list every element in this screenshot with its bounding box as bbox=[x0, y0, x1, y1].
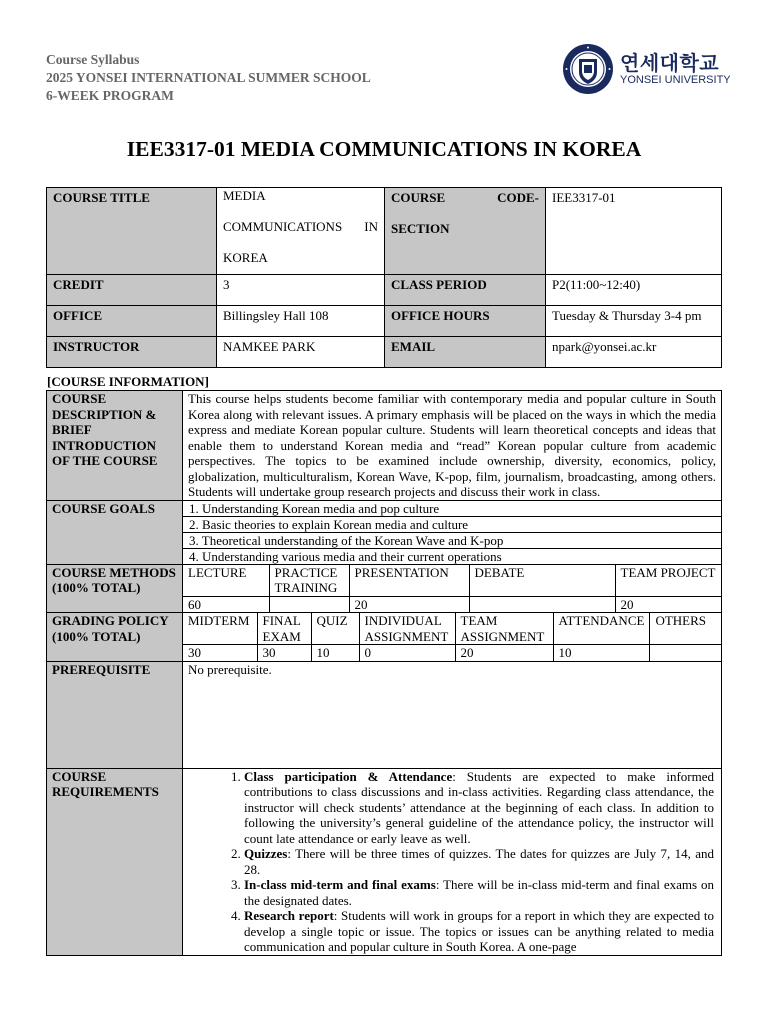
table-row bbox=[47, 661, 722, 768]
course-title-value bbox=[217, 188, 385, 275]
table-row bbox=[47, 306, 722, 337]
grading-value bbox=[650, 645, 721, 661]
course-title-line-1: MEDIA bbox=[223, 188, 266, 203]
logo-english-name: YONSEI UNIVERSITY bbox=[620, 74, 731, 86]
requirement-title: In-class mid-term and final exams bbox=[244, 877, 436, 892]
requirement-title: Quizzes bbox=[244, 846, 288, 861]
document-header bbox=[46, 51, 371, 105]
office-value: Billingsley Hall 108 bbox=[217, 306, 385, 337]
course-information-section-title: [COURSE INFORMATION] bbox=[47, 374, 209, 389]
requirement-title: Research report bbox=[244, 908, 334, 923]
requirement-text: : Students will work in groups for a report in which they are expected to develop a single topic or issue. The topics or issues can be anything related to media communication and popular culture in South Korea. A one-page bbox=[244, 908, 714, 954]
grading-table bbox=[183, 613, 721, 661]
methods-header: DEBATE bbox=[469, 565, 615, 597]
goals-cell bbox=[183, 500, 722, 564]
methods-label: COURSE METHODS (100% TOTAL) bbox=[47, 564, 183, 613]
email-label: EMAIL bbox=[385, 337, 546, 368]
class-period-label: CLASS PERIOD bbox=[385, 275, 546, 306]
methods-header: LECTURE bbox=[183, 565, 269, 597]
grading-value: 0 bbox=[359, 645, 455, 661]
table-row bbox=[47, 500, 722, 564]
course-code-label-line-1: COURSE CODE- bbox=[391, 190, 539, 205]
grading-value: 30 bbox=[183, 645, 257, 661]
grading-value: 30 bbox=[257, 645, 311, 661]
course-title-line-2: COMMUNICATIONS IN bbox=[223, 219, 378, 234]
grading-header: TEAM ASSIGNMENT bbox=[455, 613, 553, 645]
course-code-label-line-2: SECTION bbox=[391, 221, 450, 236]
course-title-label: COURSE TITLE bbox=[47, 188, 217, 275]
header-line-2: 2025 YONSEI INTERNATIONAL SUMMER SCHOOL bbox=[46, 70, 371, 85]
office-hours-label: OFFICE HOURS bbox=[385, 306, 546, 337]
header-line-1: Course Syllabus bbox=[46, 52, 140, 67]
table-row bbox=[47, 188, 722, 275]
requirement-text: : There will be three times of quizzes. The dates for quizzes are July 7, 14, and 28. bbox=[244, 846, 714, 877]
requirements-label: COURSE REQUIREMENTS bbox=[47, 768, 183, 955]
description-label: COURSE DESCRIPTION & BRIEF INTRODUCTION OF THE COURSE bbox=[47, 391, 183, 501]
university-seal-icon bbox=[562, 43, 614, 95]
course-code-label bbox=[385, 188, 546, 275]
office-label: OFFICE bbox=[47, 306, 217, 337]
office-hours-value: Tuesday & Thursday 3-4 pm bbox=[546, 306, 722, 337]
grading-header: ATTENDANCE bbox=[553, 613, 650, 645]
list-item bbox=[244, 908, 716, 955]
methods-value: 60 bbox=[183, 596, 269, 612]
description-text: This course helps students become familiar with contemporary media and popular culture in South Korea along with relevant issues. A primary emphasis will be placed on the ways in which the media express and mediate Korean popular culture. Students will learn theoretical concepts and ideas that enable them to understand Korean media and “read” Korean popular culture from academic perspectives. The topics to be examined include ownership, diversity, economics, policy, globalization, multiculturalism, Korean Wave, K-pop, film, journalism, broadcasting, among others. Students will undertake group research projects and discuss their work in class. bbox=[183, 391, 722, 501]
table-row bbox=[47, 391, 722, 501]
table-row bbox=[47, 613, 722, 662]
methods-value: 20 bbox=[615, 596, 721, 612]
class-period-value: P2(11:00~12:40) bbox=[546, 275, 722, 306]
table-row bbox=[47, 337, 722, 368]
methods-cell bbox=[183, 564, 722, 613]
grading-header: FINAL EXAM bbox=[257, 613, 311, 645]
prerequisite-label: PREREQUISITE bbox=[47, 661, 183, 768]
list-item: 4. Understanding various media and their current operations bbox=[183, 548, 721, 564]
grading-value: 20 bbox=[455, 645, 553, 661]
table-row bbox=[47, 564, 722, 613]
credit-value: 3 bbox=[217, 275, 385, 306]
methods-value bbox=[269, 596, 349, 612]
list-item bbox=[244, 769, 716, 847]
course-details-table bbox=[46, 390, 722, 956]
requirements-list bbox=[188, 769, 716, 955]
instructor-label: INSTRUCTOR bbox=[47, 337, 217, 368]
table-row bbox=[47, 275, 722, 306]
methods-value bbox=[469, 596, 615, 612]
email-value: npark@yonsei.ac.kr bbox=[546, 337, 722, 368]
course-info-table bbox=[46, 187, 722, 368]
requirements-cell bbox=[183, 768, 722, 955]
methods-header: PRACTICE TRAINING bbox=[269, 565, 349, 597]
logo-korean-name: 연세대학교 bbox=[620, 51, 720, 75]
list-item bbox=[244, 877, 716, 908]
methods-header: PRESENTATION bbox=[349, 565, 469, 597]
course-title-heading: IEE3317-01 MEDIA COMMUNICATIONS IN KOREA bbox=[126, 137, 642, 161]
grading-value: 10 bbox=[311, 645, 359, 661]
requirement-text: : There will be in-class mid-term and final exams on the designated dates. bbox=[244, 877, 715, 908]
grading-cell bbox=[183, 613, 722, 662]
list-item bbox=[244, 846, 716, 877]
course-code-value: IEE3317-01 bbox=[546, 188, 722, 275]
methods-value: 20 bbox=[349, 596, 469, 612]
requirement-text: : Students are expected to make informed contributions to class discussions and in-class activities. Regarding class attendance, the instructor will check students’ attendance at the beginning of each class. In addition to following the university’s general guideline of the attendance policy, the instructor will count late attendance or early leave as well. bbox=[244, 768, 715, 846]
course-title-line-3: KOREA bbox=[223, 250, 268, 265]
header-line-3: 6-WEEK PROGRAM bbox=[46, 88, 174, 103]
list-item: 1. Understanding Korean media and pop culture bbox=[183, 501, 721, 517]
table-row bbox=[47, 768, 722, 955]
goals-list bbox=[183, 501, 721, 564]
methods-table bbox=[183, 565, 721, 613]
grading-header: QUIZ bbox=[311, 613, 359, 645]
requirement-title: Class participation & Attendance bbox=[244, 768, 453, 784]
grading-header: INDIVIDUAL ASSIGNMENT bbox=[359, 613, 455, 645]
goals-label: COURSE GOALS bbox=[47, 500, 183, 564]
grading-label: GRADING POLICY (100% TOTAL) bbox=[47, 613, 183, 662]
instructor-value: NAMKEE PARK bbox=[217, 337, 385, 368]
list-item: 2. Basic theories to explain Korean media and culture bbox=[183, 516, 721, 532]
credit-label: CREDIT bbox=[47, 275, 217, 306]
grading-header: MIDTERM bbox=[183, 613, 257, 645]
grading-header: OTHERS bbox=[650, 613, 721, 645]
list-item: 3. Theoretical understanding of the Korean Wave and K-pop bbox=[183, 532, 721, 548]
grading-value: 10 bbox=[553, 645, 650, 661]
methods-header: TEAM PROJECT bbox=[615, 565, 721, 597]
prerequisite-text: No prerequisite. bbox=[183, 661, 722, 768]
university-logo bbox=[562, 43, 731, 95]
